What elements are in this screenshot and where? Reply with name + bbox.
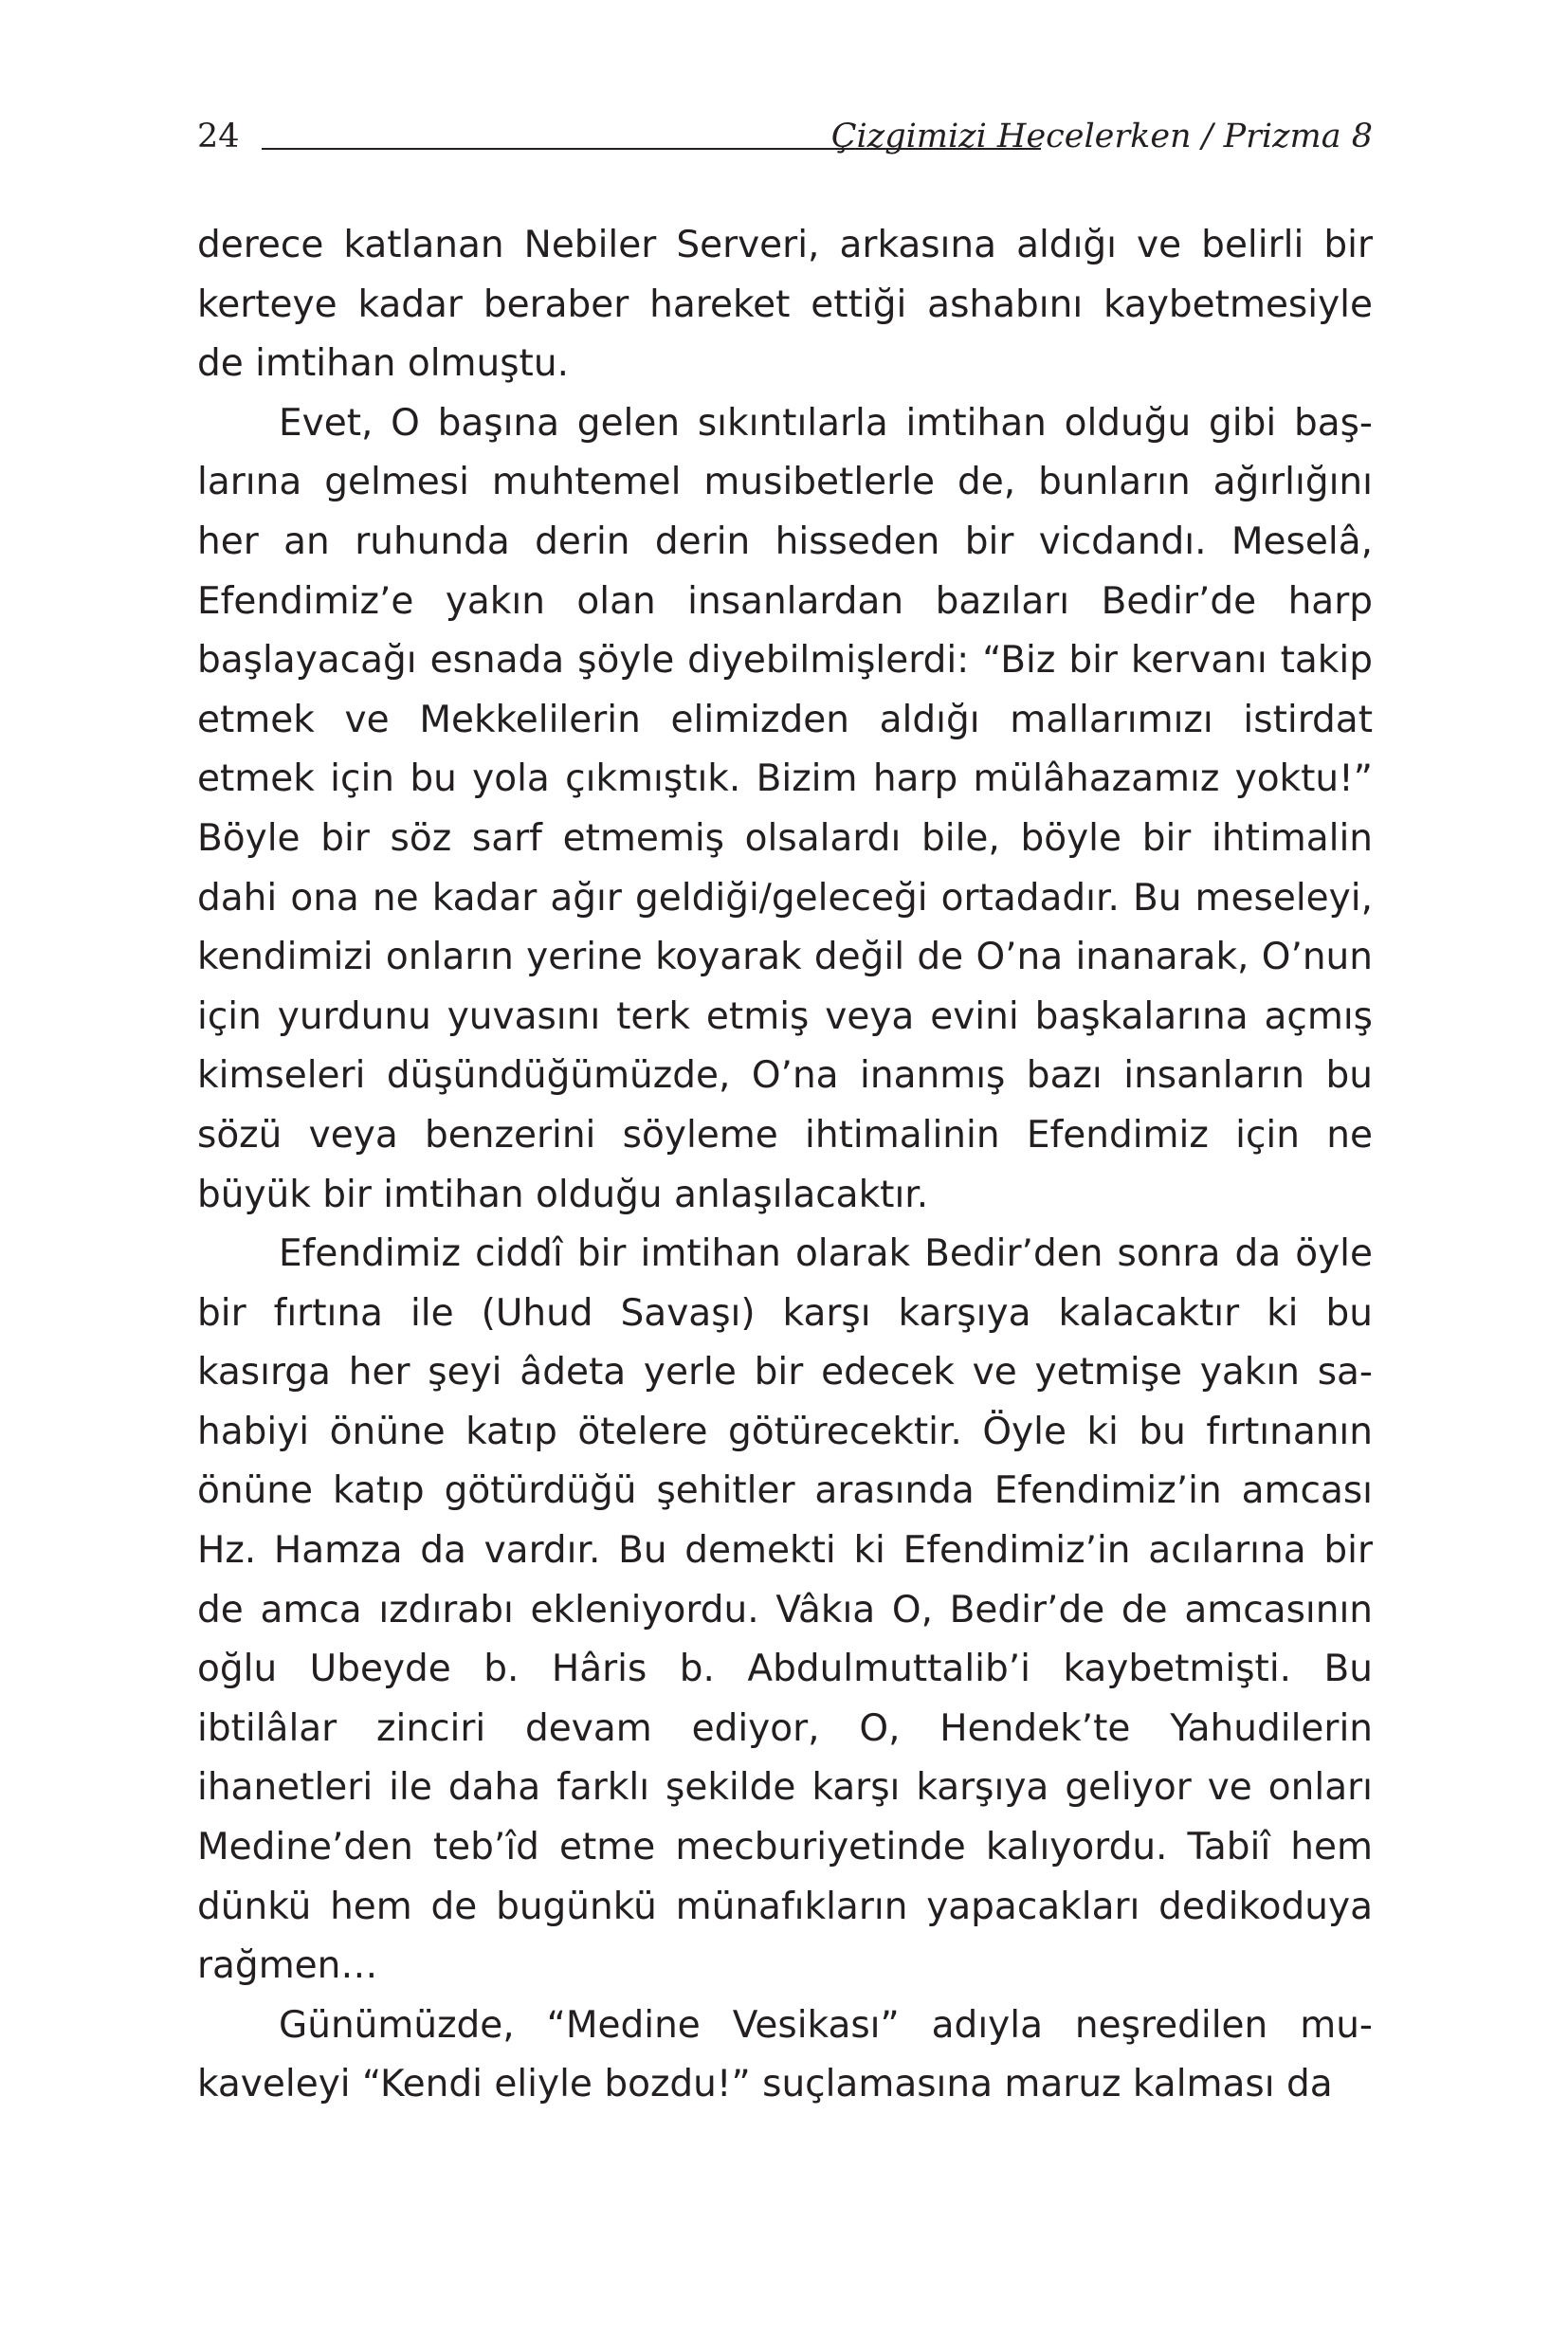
running-header: [197, 112, 1373, 161]
paragraph-trials-reflection: Evet, O başına gelen sıkıntılarla imtihan olduğu gibi başlarına gelmesi muhtemel musibetlerle de, bunların ağırlığını her an ruhunda derin derin hisseden bir vicdandı. Meselâ, Efendimiz’e yakın olan insanlardan bazıları Bedir’de harp başlayacağı esnada şöyle diyebilmişlerdi: “Biz bir kervanı takip etmek ve Mekkelilerin elimizden aldığı mallarımızı istirdat etmek için bu yola çıkmıştık. Bizim harp mülâhazamız yoktu!” Böyle bir söz sarf etmemiş olsalardı bile, böyle bir ihtimalin dahi ona ne kadar ağır geldiği/geleceği ortadadır. Bu meseleyi, kendimizi onların yerine koyarak değil de O’na inanarak, O’nun için yurdunu yuvasını terk etmiş veya evini başkalarına açmış kimseleri düşündüğümüzde, O’na inanmış bazı insanların bu sözü veya benzerini söyleme ihtimalinin Efendimiz için ne büyük bir imtihan olduğu anlaşılacaktır.: [197, 401, 1373, 1216]
paragraph-continuation: derece katlanan Nebiler Serveri, arkasına aldığı ve belirli bir kerteye kadar beraber hareket ettiği ashabını kaybetmesiyle de imtihan olmuştu.: [197, 224, 1373, 386]
page-body: [197, 216, 1373, 2115]
paragraph-uhud-trial: Efendimiz ciddî bir imtihan olarak Bedir’den sonra da öyle bir fırtına ile (Uhud Savaşı) karşı karşıya kalacaktır ki bu kasırga her şeyi âdeta yerle bir edecek ve yetmişe yakın sahabiyi önüne katıp ötelere götürecektir. Öyle ki bu fırtınanın önüne katıp götürdüğü şehitler arasında Efendimiz’in amcası Hz. Hamza da vardır. Bu demekti ki Efendimiz’in acılarına bir de amca ızdırabı ekleniyordu. Vâkıa O, Bedir’de de amcasının oğlu Ubeyde b. Hâris b. Abdulmuttalib’i kaybetmişti. Bu ibtilâlar zinciri devam ediyor, O, Hendek’te Yahudilerin ihanetleri ile daha farklı şekilde karşı karşıya geliyor ve onları Medine’den teb’îd etme mecburiyetinde kalıyordu. Tabiî hem dünkü hem de bugünkü münafıkların yapacakları dedikoduya rağmen…: [197, 1232, 1373, 1988]
page-number: 24: [197, 118, 240, 155]
running-title: Çizgimizi Hecelerken / Prizma 8: [830, 118, 1373, 155]
paragraph-medina-document: Günümüzde, “Medine Vesikası” adıyla neşredilen mukaveleyi “Kendi eliyle bozdu!” suçlamasına maruz kalması da: [197, 2003, 1373, 2106]
